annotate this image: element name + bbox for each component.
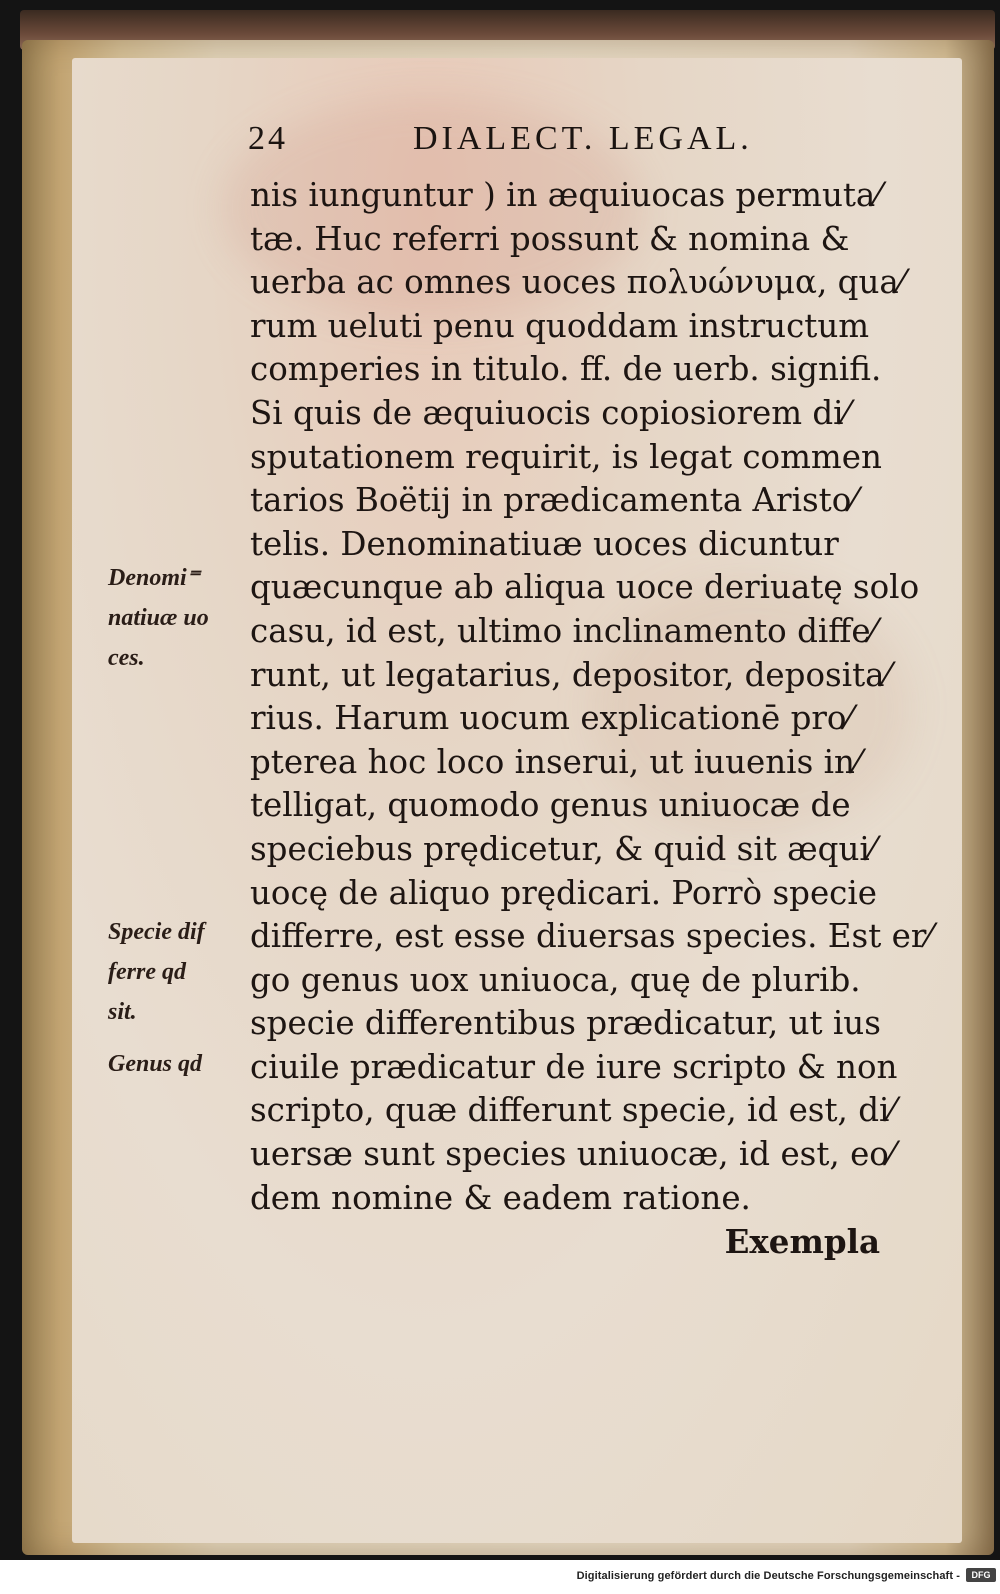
text-line: uersæ sunt species uniuocæ, id est, eo⁄	[250, 1135, 895, 1174]
text-line: runt, ut legatarius, depositor, deposita⁄	[250, 655, 890, 694]
text-line: dem nomine & eadem ratione.	[250, 1178, 751, 1217]
text-line: rum ueluti penu quoddam instructum	[250, 306, 870, 345]
text-line: tarios Boëtij in prædicamenta Aristo⁄	[250, 481, 857, 520]
margin-note-denominatiuae	[108, 558, 238, 678]
digitization-footer	[0, 1560, 1000, 1594]
text-line: ciuile prædicatur de iure scripto & non	[250, 1047, 898, 1086]
page-number: 24	[248, 120, 288, 157]
text-line: quæcunque ab aliqua uoce deriuatę solo	[250, 568, 920, 607]
margin-note-line: Denomi⁼	[108, 565, 200, 591]
text-line: comperies in titulo. ff. de uerb. signifi.	[250, 350, 882, 389]
text-line: casu, id est, ultimo inclinamento diffe⁄	[250, 611, 877, 650]
margin-note-line: Specie dif	[108, 919, 205, 945]
text-line: go genus uox uniuoca, quę de plurib.	[250, 960, 861, 999]
text-line: nis iunguntur ) in æquiuocas permuta⁄	[250, 176, 881, 214]
text-line: sputationem requirit, is legat commen	[250, 437, 882, 476]
text-line: scripto, quæ differunt specie, id est, di⁄	[250, 1091, 895, 1130]
margin-note-line: ferre qd	[108, 959, 186, 985]
text-line: specie differentibus prædicatur, ut ius	[250, 1004, 881, 1043]
catchword: Exempla	[724, 1222, 880, 1262]
margin-note-line: sit.	[108, 999, 137, 1025]
text-line: Si quis de æquiuocis copiosiorem di⁄	[250, 393, 849, 432]
text-line: differre, est esse diuersas species. Est er⁄	[250, 917, 932, 956]
running-title: DIALECT. LEGAL.	[413, 120, 753, 157]
margin-note-line: natiuæ uo	[108, 605, 209, 631]
dfg-logo: DFG	[966, 1568, 996, 1582]
margin-note-specie-differre	[108, 912, 238, 1032]
text-line: uocę de aliquo prędicari. Porrò specie	[250, 873, 878, 912]
text-line: telligat, quomodo genus uniuocæ de	[250, 786, 851, 825]
margin-note-line: ces.	[108, 645, 145, 671]
text-line: rius. Harum uocum explicationē pro⁄	[250, 699, 852, 738]
body-text	[250, 174, 932, 1264]
margin-note-line: Genus qd	[108, 1051, 203, 1077]
text-line: tæ. Huc referri possunt & nomina &	[250, 219, 850, 258]
funding-credit: Digitalisierung gefördert durch die Deutsche Forschungsgemeinschaft -	[576, 1570, 960, 1582]
text-line: pterea hoc loco inserui, ut iuuenis in⁄	[250, 742, 861, 781]
text-line: uerba ac omnes uoces πολυώνυμα, qua⁄	[250, 263, 905, 302]
margin-note-genus	[108, 1044, 238, 1084]
text-line: speciebus prędicetur, & quid sit æqui⁄	[250, 829, 876, 868]
text-line: telis. Denominatiuæ uoces dicuntur	[250, 524, 839, 563]
